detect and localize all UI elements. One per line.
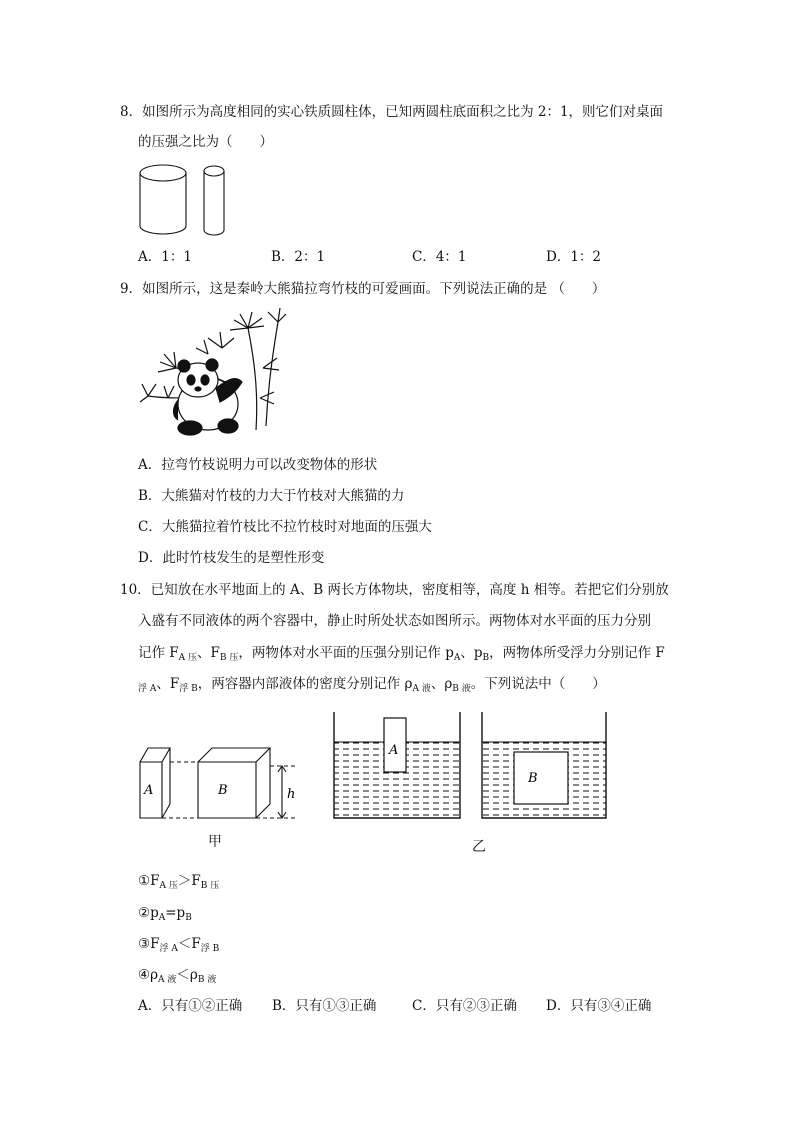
q10-figure-yi (332, 710, 612, 822)
q8-option-d[interactable]: D．1：2 (546, 249, 602, 265)
q8-option-c[interactable]: C．4：1 (412, 249, 467, 265)
statement-2: $②p_A=p_B$ (138, 905, 192, 923)
q8-option-a[interactable]: A．1：1 (138, 249, 192, 265)
q8-stem-line2: 的压强之比为（ ） (138, 134, 273, 150)
q8-cylinders-figure (138, 160, 238, 240)
statement-3: $③F_{浮 A}<F_{浮 B}$ (138, 936, 220, 954)
q9-panda-bamboo-image (138, 308, 286, 440)
q9-option-d[interactable]: D．此时竹枝发生的是塑性形变 (138, 550, 325, 566)
q8-stem-line1: 8．如图所示为高度相同的实心铁质圆柱体，已知两圆柱底面积之比为 2：1，则它们对桌面 (120, 104, 664, 120)
q10-option-d[interactable]: D．只有③④正确 (546, 998, 652, 1014)
yi-block-b-label: B (528, 771, 538, 786)
q10-option-c[interactable]: C．只有②③正确 (412, 998, 517, 1014)
q8-option-b[interactable]: B．2：1 (271, 249, 326, 265)
q10-option-b[interactable]: B．只有①③正确 (272, 998, 377, 1014)
q10-figure-jia (138, 744, 308, 824)
q10-option-a[interactable]: A．只有①②正确 (138, 998, 243, 1014)
caption-yi: 乙 (472, 839, 486, 855)
q10-stem-line2: 入盛有不同液体的两个容器中，静止时所处状态如图所示。两物体对水平面的压力分别 (138, 613, 651, 629)
height-h-label: h (287, 787, 296, 802)
statement-1: $①F_{A 压}>F_{B 压}$ (138, 873, 220, 891)
q10-stem-line1: 10．已知放在水平地面上的 A、B 两长方体物块，密度相等，高度 h 相等。若把它们分别放 (120, 582, 669, 598)
q10-stem-line3: 记作 $F_{A 压}$、$F_{B 压}$，两物体对水平面的压强分别记作 $p_A$、$p_B$，两物体所受浮力分别记作 F (138, 645, 665, 663)
block-b-label: B (218, 783, 228, 798)
q10-stem-line4: $_{浮 A}$、$F_{浮 B}$，两容器内部液体的密度分别记作 $\rho_{A 液}$、$\rho_{B 液}$。下列说法中（ ） (138, 676, 606, 694)
q9-option-b[interactable]: B．大熊猫对竹枝的力大于竹枝对大熊猫的力 (138, 488, 405, 504)
yi-block-a-label: A (389, 743, 399, 758)
statement-4: $④\rho_{A 液}<\rho_{B 液}$ (138, 967, 217, 985)
caption-jia: 甲 (208, 834, 222, 850)
q9-option-a[interactable]: A．拉弯竹枝说明力可以改变物体的形状 (138, 457, 378, 473)
q9-stem: 9．如图所示，这是秦岭大熊猫拉弯竹枝的可爱画面。下列说法正确的是 （ ） (120, 281, 606, 297)
block-a-label: A (144, 783, 154, 798)
q9-option-c[interactable]: C．大熊猫拉着竹枝比不拉竹枝时对地面的压强大 (138, 519, 432, 535)
